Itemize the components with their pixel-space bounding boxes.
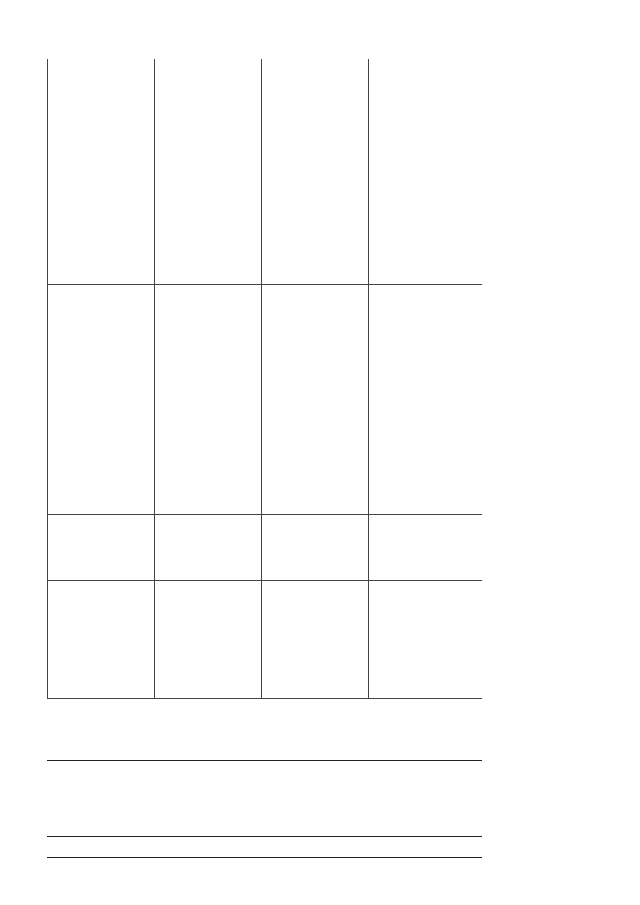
cell-number	[262, 515, 369, 581]
cell-act	[369, 59, 483, 285]
cell-act	[48, 59, 155, 285]
cell-address	[155, 581, 262, 699]
footer-rule-1	[47, 760, 482, 761]
cell-act	[262, 59, 369, 285]
cell-act	[155, 59, 262, 285]
cell-description	[155, 285, 262, 515]
table-row	[48, 59, 155, 699]
table-row	[262, 59, 369, 699]
cell-number	[369, 515, 483, 581]
footer-rule-2	[47, 836, 482, 837]
footer-rule-3	[47, 857, 482, 858]
table-row	[369, 59, 483, 699]
armor-table	[47, 59, 482, 699]
cell-address	[262, 581, 369, 699]
cell-description	[48, 285, 155, 515]
cell-number	[155, 515, 262, 581]
cell-description	[369, 285, 483, 515]
cell-description	[262, 285, 369, 515]
table-row	[155, 59, 262, 699]
rotated-table-area	[47, 59, 482, 699]
cell-address	[48, 581, 155, 699]
cell-number	[48, 515, 155, 581]
cell-address	[369, 581, 483, 699]
